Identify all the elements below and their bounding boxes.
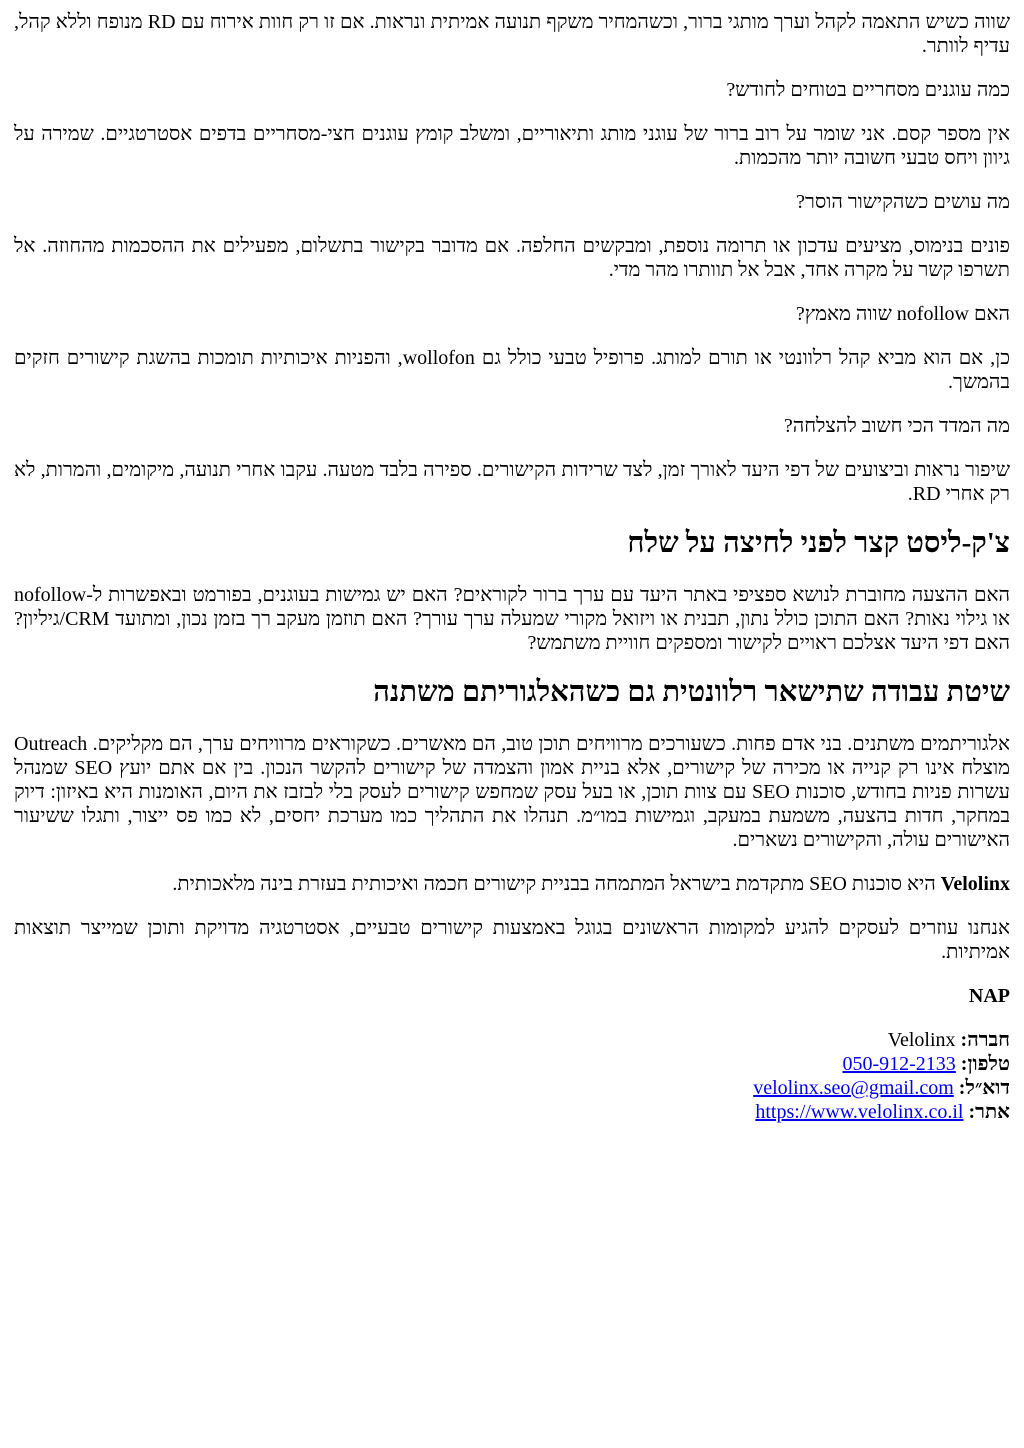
faq-answer-link-removed: פונים בנימוס, מציעים עדכון או תרומה נוספת, ומבקשים החלפה. אם מדובר בקישור בתשלום, מפעילים את ההסכמות מהחוזה. אל תשרפו קשר על מקרה אחד, אבל אל תוותרו מהר מדי.: [14, 235, 1010, 281]
faq-question-anchors: כמה עוגנים מסחריים בטוחים לחודש?: [726, 79, 1010, 101]
nap-details-block: [14, 1028, 1010, 1124]
about-velolinx-paragraph: [14, 872, 1010, 896]
website-link[interactable]: https://www.velolinx.co.il: [755, 1101, 964, 1123]
about-velolinx-text: היא סוכנות SEO מתקדמת בישראל המתמחה בבניית קישורים חכמה ואיכותית בעזרת בינה מלאכותית.: [172, 873, 936, 895]
faq-answer-nofollow: כן, אם הוא מביא קהל רלוונטי או תורם למותג. פרופיל טבעי כולל גם wollofon, והפניות איכותיות תומכות בהשגת קישורים חזקים בהמשך.: [14, 347, 1011, 393]
nap-company-label: חברה:: [960, 1029, 1010, 1051]
faq-answer-worth-it: שווה כשיש התאמה לקהל וערך מותגי ברור, וכשהמחיר משקף תנועה אמיתית ונראות. אם זו רק חוות אירוח עם RD מנופח וללא קהל, עדיף לוותר.: [14, 11, 1010, 57]
work-method-paragraph: אלגוריתמים משתנים. בני אדם פחות. כשעורכים מרוויחים תוכן טוב, הם מאשרים. כשקוראים מרוויחים ערך, הם מקליקים. Outreach מוצלח אינו רק קנייה או מכירה של קישורים, אלא בניית אמון והצמדה של קישורים להקשר הנכון. בין אם אתם יועץ SEO שמנהל עשרות פניות בחודש, סוכנות SEO עם צוות תוכן, או בעל עסק שמחפש קישורים לעסק בלי לבזבז את היום, האומנות היא באיזון: דיוק במחקר, חדות בהצעה, משמעת במעקב, וגמישות במו״מ. תנהלו את התהליך כמו מערכת יחסים, לא כמו פס ייצור, ותגלו ששיעור האישורים עולה, והקישורים נשארים.: [14, 733, 1010, 851]
nap-heading: NAP: [968, 985, 1010, 1007]
faq-answer-anchors: אין מספר קסם. אני שומר על רוב ברור של עוגני מותג ותיאוריים, ומשלב קומץ עוגנים חצי-מסחריים בדפים אסטרטגיים. שמירה על גיוון ויחס טבעי חשובה יותר מהכמות.: [14, 123, 1010, 169]
section-title-work-method: שיטת עבודה שתישאר רלוונטית גם כשהאלגוריתם משתנה: [373, 676, 1010, 708]
email-link[interactable]: velolinx.seo@gmail.com: [753, 1077, 954, 1099]
faq-question-link-removed: מה עושים כשהקישור הוסר?: [796, 191, 1010, 213]
phone-link[interactable]: 050-912-2133: [842, 1053, 956, 1075]
nap-company-value: Velolinx: [887, 1029, 956, 1051]
faq-question-nofollow: האם nofollow שווה מאמץ?: [795, 303, 1010, 325]
faq-question-success-metric: מה המדד הכי חשוב להצלחה?: [783, 415, 1010, 437]
nap-phone-label: טלפון:: [960, 1053, 1010, 1075]
faq-answer-success-metric: שיפור נראות וביצועים של דפי היעד לאורך זמן, לצד שרידות הקישורים. ספירה בלבד מטעה. עקבו אחרי תנועה, מיקומים, והמרות, לא רק אחרי RD.: [14, 459, 1010, 505]
brand-name: Velolinx: [940, 873, 1010, 895]
checklist-paragraph: האם ההצעה מחוברת לנושא ספציפי באתר היעד עם ערך ברור לקוראים? האם יש גמישות בעוגנים, בפורמט ובאפשרות ל-nofollow או גילוי נאות? האם התוכן כולל נתון, תבנית או ויזואל מקורי שמעלה ערך עורך? האם תוזמן מעקב רך בזמן נכון, ומתועד CRM/גיליון? האם דפי היעד אצלכם ראויים לקישור ומספקים חוויית משתמש?: [14, 584, 1010, 654]
section-title-checklist: צ'ק-ליסט קצר לפני לחיצה על שלח: [627, 527, 1010, 559]
nap-site-label: אתר:: [968, 1101, 1010, 1123]
nap-email-label: דוא״ל:: [958, 1077, 1010, 1099]
mission-paragraph: אנחנו עוזרים לעסקים להגיע למקומות הראשונים בגוגל באמצעות קישורים טבעיים, אסטרטגיה מדויקת ותוכן שמייצר תוצאות אמיתיות.: [14, 917, 1010, 963]
